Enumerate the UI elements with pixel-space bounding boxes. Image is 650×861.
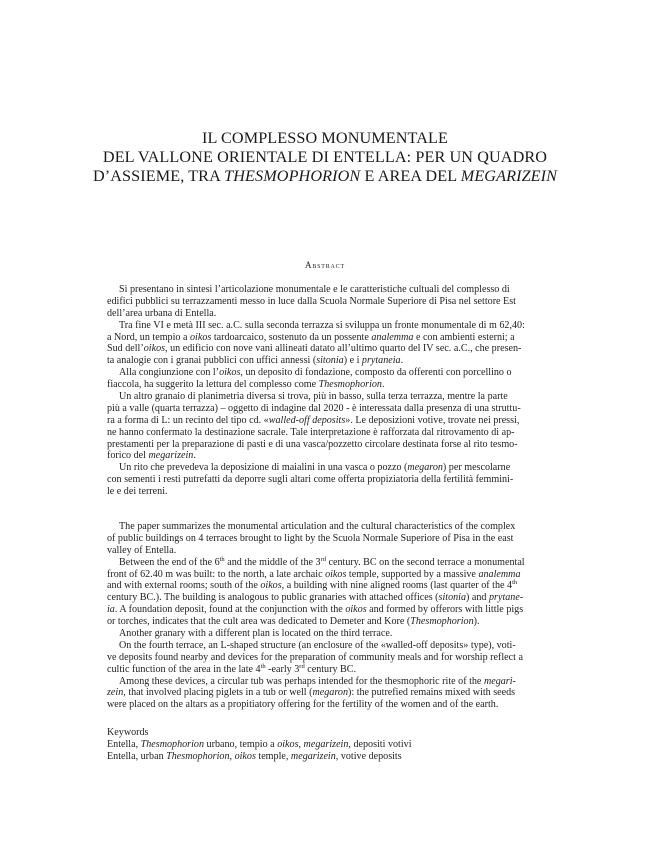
- italian-line: prestamenti per la preparazione di pasti e di una vasca/pozzetto circolare destinata forse al rito tesmo-: [107, 438, 518, 450]
- abstract-english: [107, 521, 545, 711]
- keywords-lines: [107, 739, 545, 763]
- english-line: On the fourth terrace, an L-shaped structure (an enclosure of the «walled-off deposits» type), voti-: [119, 639, 516, 651]
- italian-line: forico del megarizein.: [107, 450, 196, 462]
- english-line: front of 62.40 m was built: to the north, a late archaic oikos temple, supported by a massive analemma: [107, 568, 521, 580]
- italian-line: dell’area urbana di Entella.: [107, 307, 217, 319]
- italian-line: con sementi i resti putrefatti da deporre sugli altari come offerta propiziatoria della fertilità femmini-: [107, 474, 514, 486]
- english-line: Between the end of the 6th and the middle of the 3rd century. BC on the second terrace a monumental: [119, 555, 525, 568]
- english-line: of public buildings on 4 terraces brought to light by the Scuola Normale Superiore of Pisa in the east: [107, 532, 514, 544]
- title-line-1: IL COMPLESSO MONUMENTALE: [201, 129, 449, 147]
- english-line: zein, that involved placing piglets in a tub or well (megaron): the putrefied remains mixed with seeds: [107, 687, 516, 699]
- italian-paragraph: [107, 462, 545, 498]
- english-paragraph: [107, 521, 545, 557]
- italian-line: le e dei terreni.: [107, 486, 168, 498]
- italian-line: più a valle (quarta terrazza) – oggetto di indagine dal 2020 - è interessata dalla presenza di una struttu-: [107, 402, 521, 414]
- italian-line: Un rito che prevedeva la deposizione di maialini in una vasca o pozzo (megaron) per mescolarne: [119, 462, 511, 474]
- english-line: Among these devices, a circular tub was perhaps intended for the thesmophoric rite of the megari-: [119, 675, 516, 687]
- italian-line: edifici pubblici su terrazzamenti messo in luce dalla Scuola Normale Superiore di Pisa nel settore Est: [107, 295, 516, 307]
- english-paragraph: [107, 557, 545, 628]
- title-thesmophorion: THESMOPHORION: [224, 167, 361, 185]
- abstract-heading: Abstract: [305, 260, 345, 270]
- italian-paragraph: [107, 284, 545, 320]
- title-line-3: [40, 167, 610, 186]
- italian-line: a Nord, un tempio a oikos tardoarcaico, sostenuto da un possente analemma e con ambienti esterni; a: [107, 331, 515, 343]
- english-line: and with external rooms; south of the oikos, a building with nine aligned rooms (last quarter of the 4th: [107, 579, 518, 592]
- italian-line: fiaccola, ha suggerito la lettura del complesso come Thesmophorion.: [107, 379, 385, 391]
- english-line: ve deposits found nearby and devices for the preparation of community meals and for worship reflect a: [107, 651, 523, 663]
- title-line-3-prefix: D’ASSIEME, TRA: [92, 167, 225, 185]
- article-title: [40, 129, 610, 186]
- italian-line: ra a forma di L: un recinto del tipo cd. «walled-off deposits». Le deposizioni votive, trovate nei pressi,: [107, 414, 520, 426]
- english-paragraph: [107, 676, 545, 712]
- keywords-line: Entella, Thesmophorion urbano, tempio a oikos, megarizein, depositi votivi: [107, 738, 412, 750]
- italian-line: Alla congiunzione con l’oikos, un deposito di fondazione, composto da offerenti con porcellino o: [119, 367, 512, 379]
- english-line: or torches, indicates that the cult area was dedicated to Demeter and Kore (Thesmophorion).: [107, 616, 480, 628]
- italian-line: Sud dell’oikos, un edificio con nove vani allineati datato all’ultimo quarto del IV sec. a.C., che presen-: [107, 343, 522, 355]
- english-line: ia. A foundation deposit, found at the conjunction with the oikos and formed by offerors with little pigs: [107, 604, 524, 616]
- title-line-2: DEL VALLONE ORIENTALE DI ENTELLA: PER UN QUADRO: [102, 148, 548, 166]
- keywords-section: [107, 727, 545, 763]
- english-line: valley of Entella.: [107, 544, 177, 556]
- italian-paragraph: [107, 391, 545, 462]
- english-paragraph: [107, 640, 545, 676]
- english-line: century BC.). The building is analogous to public granaries with attached offices (sitonia) and prytane-: [107, 592, 524, 604]
- english-line: cultic function of the area in the late 4th -early 3rd century BC.: [107, 662, 357, 675]
- italian-line: ta analogie con i granai pubblici con uffici annessi (sitonia) e i prytaneia.: [107, 355, 404, 367]
- italian-line: Si presentano in sintesi l’articolazione monumentale e le caratteristiche cultuali del complesso di: [119, 284, 510, 295]
- italian-line: ne hanno confermato la destinazione sacrale. Tale interpretazione è rafforzata dal ritrovamento di ap-: [107, 426, 515, 438]
- keywords-line: Entella, urban Thesmophorion, oikos temple, megarizein, votive deposits: [107, 750, 402, 762]
- italian-paragraph: [107, 367, 545, 391]
- italian-paragraph: [107, 320, 545, 368]
- title-line-3-mid: E AREA DEL: [360, 167, 461, 185]
- english-line: were placed on the altars as a propitiatory offering for the fertility of the women and of the earth.: [107, 699, 499, 711]
- keywords-heading: Keywords: [107, 727, 149, 738]
- english-paragraph: [107, 628, 545, 640]
- title-megarizein: MEGARIZEIN: [460, 167, 558, 185]
- english-line: Another granary with a different plan is located on the third terrace.: [119, 628, 393, 640]
- italian-line: Tra fine VI e metà III sec. a.C. sulla seconda terrazza si sviluppa un fronte monumentale di m 62,40:: [119, 319, 525, 331]
- italian-line: Un altro granaio di planimetria diversa si trova, più in basso, sulla terza terrazza, mentre la parte: [119, 391, 508, 403]
- abstract-italian: [107, 284, 545, 498]
- english-line: The paper summarizes the monumental articulation and the cultural characteristics of the complex: [119, 521, 516, 532]
